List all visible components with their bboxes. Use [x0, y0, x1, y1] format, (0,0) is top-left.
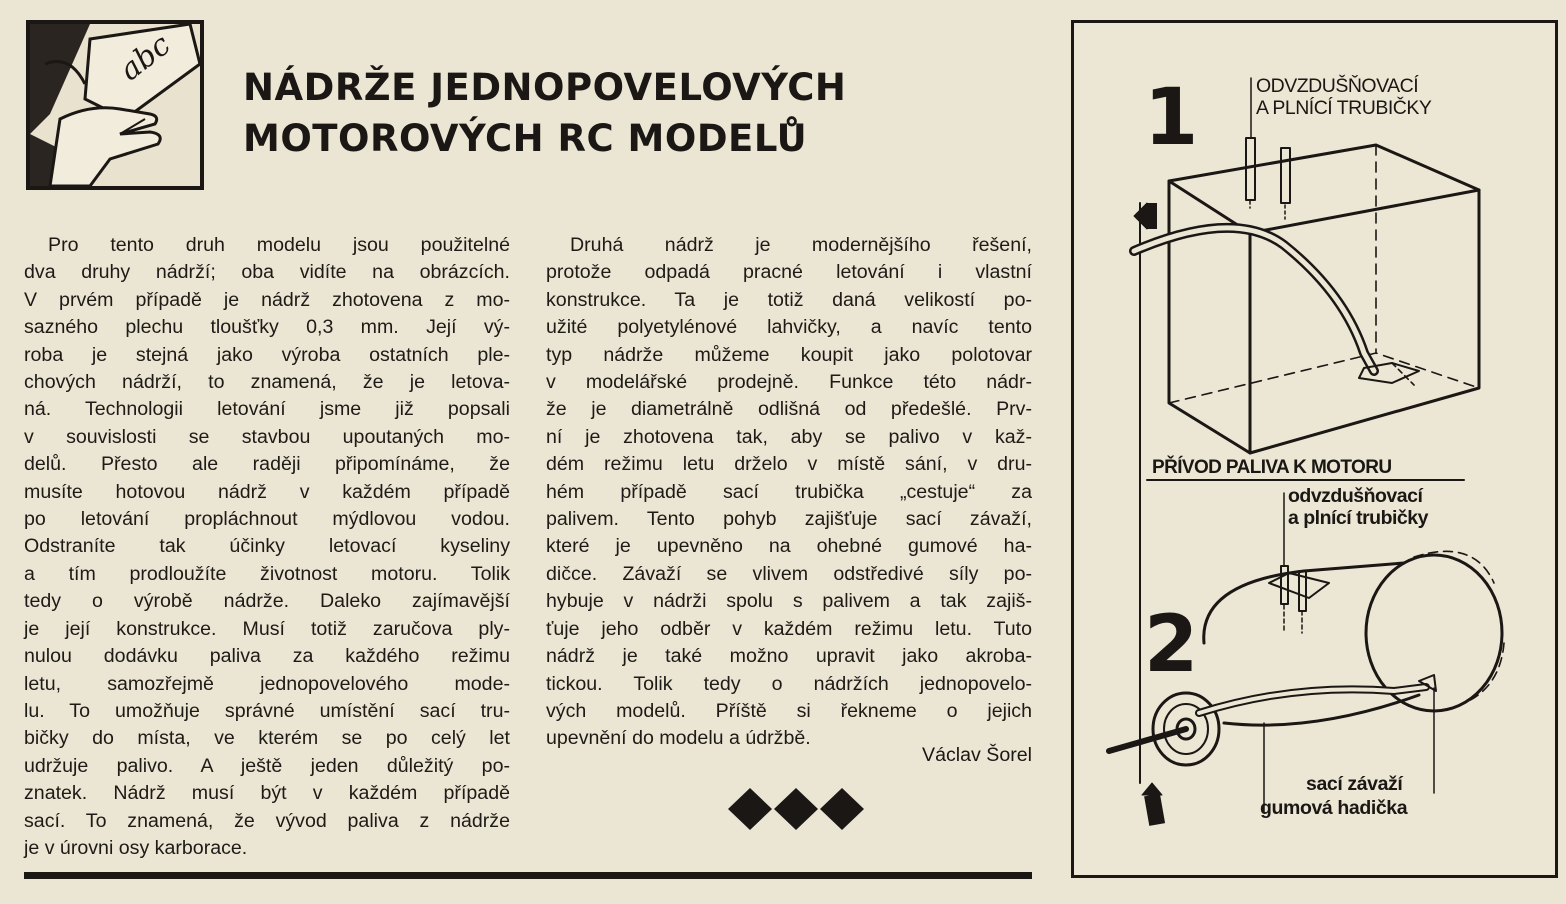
text-line: bičky do místa, ve kterém se po celý let	[24, 727, 510, 750]
text-line: musíte hotovou nádrž v každém případě	[24, 480, 510, 503]
text-line: že je diametrálně odlišná od předešlé. Prv-	[546, 398, 1032, 421]
text-line: a tím prodloužíte životnost motoru. Tolik	[24, 562, 510, 585]
title-line-1: NÁDRŽE JEDNOPOVELOVÝCH	[243, 66, 847, 109]
bottom-rule	[24, 872, 1032, 879]
figure-number-1: 1	[1144, 73, 1199, 163]
fuel-feed-label: PŘÍVOD PALIVA K MOTORU	[1152, 457, 1392, 478]
text-line: vých modelů. Příště si řekneme o jejich	[546, 699, 1032, 722]
text-line: dičce. Závaží se vlivem odstředivé síly po-	[546, 562, 1032, 585]
section-logo	[26, 20, 204, 190]
author-signature: Václav Šorel	[922, 744, 1032, 766]
text-line: znatek. Nádrž musí být v každém případě	[24, 782, 510, 805]
text-line: dva druhy nádrží; oba vidíte na obrázcích.	[24, 261, 510, 284]
text-line: V prvém případě je nádrž zhotovena z mo-	[24, 288, 510, 311]
text-line: nádrž je také možno upravit jako akroba-	[546, 645, 1032, 668]
suction-weight-label: sací závaží	[1306, 773, 1403, 795]
rubber-hose-label: gumová hadička	[1260, 797, 1408, 819]
text-line: je její konstrukce. Musí totiž zaručova ply-	[24, 617, 510, 640]
hand-holding-card-icon	[30, 24, 200, 186]
text-line: nulou dodávku paliva za každého režimu	[24, 645, 510, 668]
text-line: konstrukce. Ta je totiž daná velikostí po-	[546, 288, 1032, 311]
text-line: užité polyetylénové lahvičky, a navíc tento	[546, 316, 1032, 339]
text-line: po letování propláchnout mýdlovou vodou.	[24, 508, 510, 531]
text-line: hybuje v nádrži spolu s palivem a tak zajiš-	[546, 590, 1032, 613]
text-line: v modelářské prodejně. Funkce této nádr-	[546, 371, 1032, 394]
figure-panel	[1071, 20, 1558, 878]
text-line: tickou. Tolik tedy o nádržích jednopovelo-	[546, 672, 1032, 695]
text-line: Odstraníte tak účinky letovací kyseliny	[24, 535, 510, 558]
text-line: ní je zhotovena tak, aby se palivo v kaž-	[546, 425, 1032, 448]
article-title	[243, 62, 846, 164]
vent-tubes-label-bottom: odvzdušňovací a plnící trubičky	[1288, 485, 1428, 529]
end-mark-diamonds-icon	[728, 788, 864, 830]
text-line: protože odpadá pracné letování i vlastní	[546, 261, 1032, 284]
text-line: je v úrovni osy karborace.	[24, 836, 248, 859]
text-line: které je upevněno na ohebné gumové ha-	[546, 535, 1032, 558]
text-line: chových nádrží, to znamená, že je letova-	[24, 371, 510, 394]
text-line: sací. To znamená, že vývod paliva z nádrže	[24, 809, 510, 832]
text-line: udržuje palivo. A ještě jeden důležitý po-	[24, 754, 510, 777]
text-line: roba je stejná jako výroba ostatních ple-	[24, 343, 510, 366]
text-line: ná. Technologii letování jsme již popsali	[24, 398, 510, 421]
text-line: palivem. Tento pohyb zajišťuje sací závaží,	[546, 508, 1032, 531]
article-column-1	[24, 232, 510, 862]
figure-number-2: 2	[1144, 600, 1199, 690]
text-line: delů. Přesto ale raději připomínáme, že	[24, 453, 510, 476]
text-line: typ nádrže můžeme koupit jako polotovar	[546, 343, 1032, 366]
text-line: Druhá nádrž je modernějšího řešení,	[570, 234, 1032, 256]
text-line: upevnění do modelu a údržbě.	[546, 727, 811, 750]
text-line: ťuje jeho odběr v každém režimu letu. Tuto	[546, 617, 1032, 640]
text-line: Pro tento druh modelu jsou použitelné	[48, 234, 510, 256]
text-line: dém režimu letu drželo v místě sání, v dru-	[546, 453, 1032, 476]
text-line: hém případě sací trubička „cestuje“ za	[546, 480, 1032, 503]
text-line: tedy o výrobě nádrže. Daleko zajímavější	[24, 590, 510, 613]
logo-text: abc	[113, 27, 178, 89]
title-line-2: MOTOROVÝCH RC MODELŮ	[243, 117, 808, 160]
article-column-2	[546, 232, 1032, 753]
text-line: lu. To umožňuje správné umístění sací tru-	[24, 699, 510, 722]
text-line: letu, samozřejmě jednopovelového mode-	[24, 672, 510, 695]
text-line: sazného plechu tloušťky 0,3 mm. Její vý-	[24, 316, 510, 339]
vent-tubes-label-top: ODVZDUŠŇOVACÍ A PLNÍCÍ TRUBIČKY	[1256, 75, 1432, 119]
text-line: v souvislosti se stavbou upoutaných mo-	[24, 425, 510, 448]
